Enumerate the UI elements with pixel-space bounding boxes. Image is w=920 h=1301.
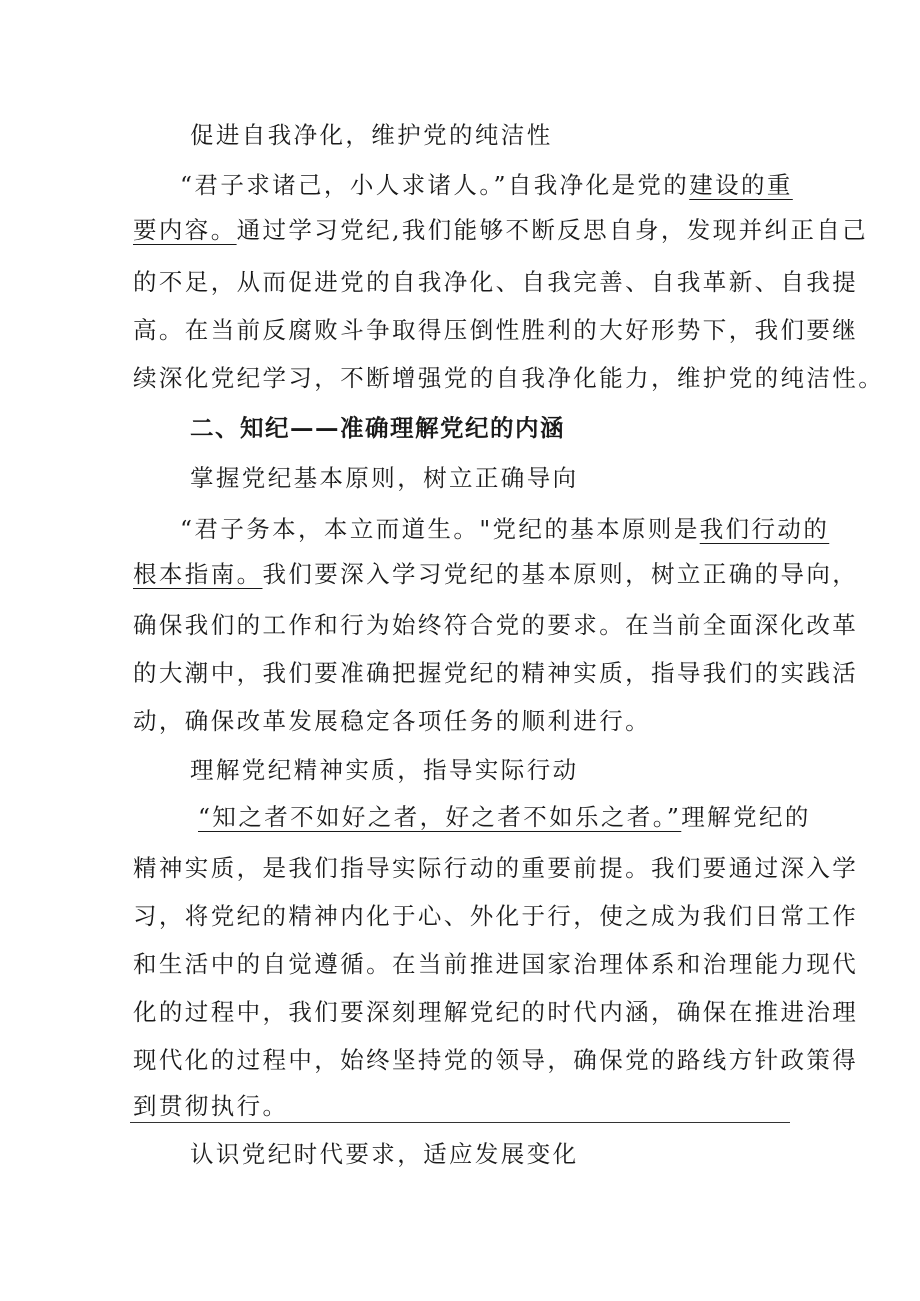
paragraph-line: 确保我们的工作和行为始终符合党的要求。在当前全面深化改革 xyxy=(133,611,859,639)
paragraph-line xyxy=(180,168,793,202)
paragraph-line: 续深化党纪学习，不断增强党的自我净化能力，维护党的纯洁性。 xyxy=(133,364,885,392)
underlined-text: 建设的重 xyxy=(689,171,793,199)
paragraph-line: 和生活中的自觉遵循。在当前推进国家治理体系和治理能力现代 xyxy=(133,950,859,978)
subheading-era-requirements: 认识党纪时代要求，适应发展变化 xyxy=(190,1140,579,1168)
paragraph-line: 精神实质，是我们指导实际行动的重要前提。我们要通过深入学 xyxy=(133,854,859,882)
subheading-self-purification: 促进自我净化，维护党的纯洁性 xyxy=(190,121,553,149)
underlined-text: 我们行动的 xyxy=(699,515,830,543)
paragraph-line xyxy=(133,557,858,591)
underlined-text: 根本指南。 xyxy=(133,560,263,588)
text-run: 通过学习党纪,我们能够不断反思自身，发现并纠正自己 xyxy=(236,216,869,244)
text-run: 我们要深入学习党纪的基本原则，树立正确的导向， xyxy=(262,560,859,588)
paragraph-line: 现代化的过程中，始终坚持党的领导，确保党的路线方针政策得 xyxy=(133,1046,859,1074)
paragraph-line: 动，确保改革发展稳定各项任务的顺利进行。 xyxy=(133,707,651,735)
subheading-spirit: 理解党纪精神实质，指导实际行动 xyxy=(190,756,579,784)
paragraph-line: 的不足，从而促进党的自我净化、自我完善、自我革新、自我提 xyxy=(133,268,859,296)
paragraph-line xyxy=(180,512,829,546)
text-run: “君子务本，本立而道生。"党纪的基本原则是 xyxy=(180,515,700,543)
subheading-principles: 掌握党纪基本原则，树立正确导向 xyxy=(190,464,579,492)
text-run: 理解党纪的 xyxy=(681,803,811,831)
section-heading: 二、知纪——准确理解党纪的内涵 xyxy=(190,414,565,442)
paragraph-line: 习，将党纪的精神内化于心、外化于行，使之成为我们日常工作 xyxy=(133,902,859,930)
paragraph-line xyxy=(133,213,868,247)
paragraph-line: 高。在当前反腐败斗争取得压倒性胜利的大好形势下，我们要继 xyxy=(133,316,859,344)
underlined-text: 要内容。 xyxy=(133,216,237,244)
underlined-text: “知之者不如好之者，好之者不如乐之者。” xyxy=(198,803,682,831)
paragraph-line xyxy=(198,800,811,834)
horizontal-divider xyxy=(130,1122,790,1123)
paragraph-line: 到贯彻执行。 xyxy=(133,1092,289,1120)
paragraph-line: 化的过程中，我们要深刻理解党纪的时代内涵，确保在推进治理 xyxy=(133,998,859,1026)
paragraph-line: 的大潮中，我们要准确把握党纪的精神实质，指导我们的实践活 xyxy=(133,659,859,687)
text-run: “君子求诸己，小人求诸人。”自我净化是党的 xyxy=(180,171,690,199)
